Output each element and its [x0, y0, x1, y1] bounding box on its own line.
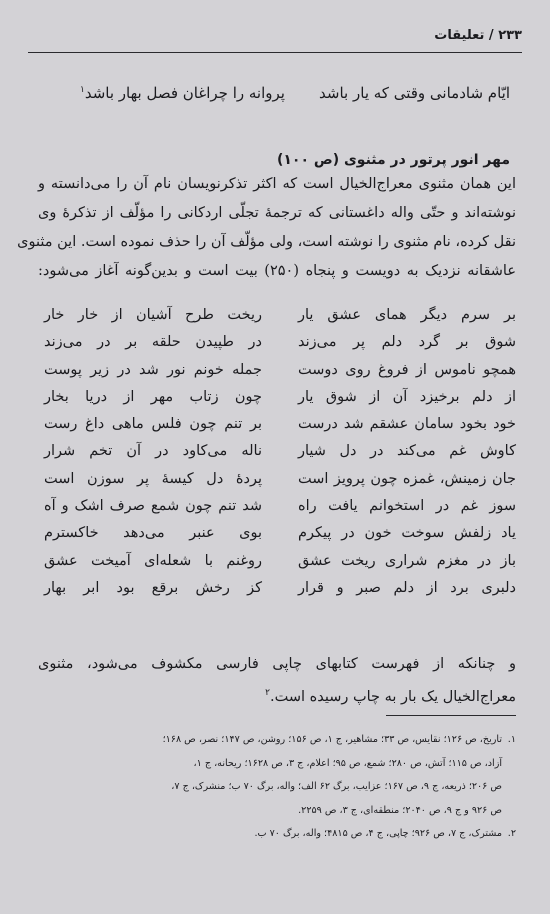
- footnote-number: ۲.: [507, 828, 516, 839]
- hemistich-left: چون زتاب مهر از دریا بخار: [44, 388, 262, 405]
- hemistich-left: ریخت طرح آشیان از خار خار: [44, 307, 262, 323]
- outro-line: [38, 679, 516, 708]
- hemistich-left: بر تنم چون فلس ماهی داغ رست: [44, 416, 262, 433]
- verse-row: [44, 575, 516, 602]
- intro-line: نقل کرده، نام مثنوی را نوشته است، ولی مؤلّف آن را حذف نموده است. این مثنوی: [17, 234, 516, 250]
- hemistich-left: بوی عنبر می‌دهد خاکسترم: [44, 525, 262, 542]
- verse-row: [44, 493, 516, 520]
- verse-row: [44, 548, 516, 575]
- hemistich-left: روغنم با شعله‌ای آمیخت عشق: [44, 552, 262, 569]
- footnote-number: ۱.: [507, 734, 516, 745]
- footnote-text: ص ۲۰۶؛ ذریعه، ج ۹، ص ۱۶۷؛ عزایب، برگ ۶۲ الف؛ واله، برگ ۷۰ ب؛ منشرک، ج ۷،: [171, 781, 502, 792]
- footnotes: [36, 728, 516, 846]
- hemistich-left: کز رخش برقع بود ابر بهار: [44, 579, 262, 596]
- couplet-hemistich-left: [80, 84, 285, 102]
- hemistich-right: کاوش غم می‌کند در دل شیار: [298, 443, 516, 460]
- intro-line: این همان مثنوی معراج‌الخیال است که اکثر تذکرنویسان نام آن را می‌دانسته و: [38, 176, 516, 192]
- verse-row: [44, 329, 516, 356]
- outro-line: و چنانکه از فهرست کتابهای چاپی فارسی مکشوف می‌شود، مثنوی: [38, 656, 516, 672]
- verse-row: [44, 357, 516, 384]
- hemistich-left: ناله می‌کاود در آن تخم شرار: [44, 443, 262, 460]
- footnote-text: آزاد، ص ۱۱۵؛ آتش، ص ۲۸۰؛ شمع، ص ۹۵؛ اعلام، ج ۳، ص ۱۶۲۸؛ ریحانه، ج ۱،: [193, 757, 502, 769]
- footnote-ref: ۱: [80, 85, 85, 95]
- hemistich-left: در طپیدن حلقه بر در می‌زند: [44, 334, 262, 351]
- hemistich-right: خود بخود سامان عشقم شد درست: [298, 416, 516, 433]
- hemistich-left: شد تنم چون شمع صرف اشک و آه: [44, 498, 262, 515]
- hemistich-right: از دلم برخیزد آن از شوق یار: [298, 388, 516, 405]
- section-title: مهر انور پرتور در مثنوی (ص ۱۰۰): [276, 152, 510, 168]
- verse-row: [44, 466, 516, 493]
- verse-block: [44, 302, 516, 602]
- intro-line: نوشته‌اند و حتّی واله داغستانی که ترجمهٔ تجلّی اردکانی را مؤلّف از تذکرهٔ وی: [38, 205, 516, 221]
- footnote-text: مشترک، ج ۷، ص ۹۲۶؛ چاپی، ج ۴، ص ۴۸۱۵؛ واله، برگ ۷۰ ب.: [254, 828, 502, 839]
- footnote-line: [36, 799, 516, 823]
- outro-paragraph: [38, 650, 516, 708]
- footnote-line: [36, 752, 516, 776]
- verse-row: [44, 438, 516, 465]
- footnote-text: ص ۹۲۶ و ج ۹، ص ۲۰۴۰؛ منطقه‌ای، ج ۳، ص ۲۲۵۹.: [298, 804, 502, 816]
- running-header: [28, 26, 522, 53]
- header-page-number: ۲۳۳ / تعلیقات: [434, 28, 522, 43]
- opening-couplet: [80, 84, 510, 110]
- verse-row: [44, 411, 516, 438]
- hemistich-right: شوق بر گرد دلم پر می‌زند: [298, 334, 516, 351]
- hemistich-right: همچو ناموس از فروغ روی دوست: [298, 361, 516, 378]
- hemistich-right: یاد زلفش سوخت خون در پیکرم: [298, 525, 516, 542]
- couplet-hemistich-right: ایّام شادمانی وقتی که یار باشد: [319, 84, 510, 102]
- hemistich-right: باز در مغزم شراری ریخت عشق: [298, 552, 516, 569]
- intro-line: عاشقانه نزدیک به دویست و پنجاه (۲۵۰) بیت است و بدین‌گونه آغاز می‌شود:: [38, 263, 516, 279]
- hemistich-right: سوز غم در استخوانم یافت راه: [298, 498, 516, 515]
- footnote-divider: [386, 715, 516, 716]
- footnote-ref: ۲: [265, 688, 270, 698]
- footnote-text: تاریخ، ص ۱۲۶؛ نقایس، ص ۳۳؛ مشاهیر، ج ۱، ص ۱۵۶؛ روشن، ص ۱۴۷؛ نصر، ص ۱۶۸؛: [162, 734, 502, 745]
- verse-row: [44, 302, 516, 329]
- outro-line-text: معراج‌الخیال یک بار به چاپ رسیده است.: [269, 688, 516, 705]
- footnote-line: [36, 728, 516, 752]
- hemistich-right: دلبری برد از دلم صبر و قرار: [298, 579, 516, 596]
- hemistich-right: جان زمینش، غمزه چون پرویز است: [298, 470, 516, 487]
- footnote-line: [36, 822, 516, 846]
- hemistich-left-text: پروانه را چراغان فصل بهار باشد: [84, 84, 285, 102]
- hemistich-right: بر سرم دیگر همای عشق یار: [298, 307, 516, 323]
- intro-paragraph: [17, 170, 516, 286]
- footnote-line: [36, 775, 516, 799]
- hemistich-left: پردهٔ دل کیسهٔ پر سوزن است: [44, 470, 262, 487]
- verse-row: [44, 384, 516, 411]
- hemistich-left: جمله خونم نور شد در زیر پوست: [44, 361, 262, 378]
- verse-row: [44, 520, 516, 547]
